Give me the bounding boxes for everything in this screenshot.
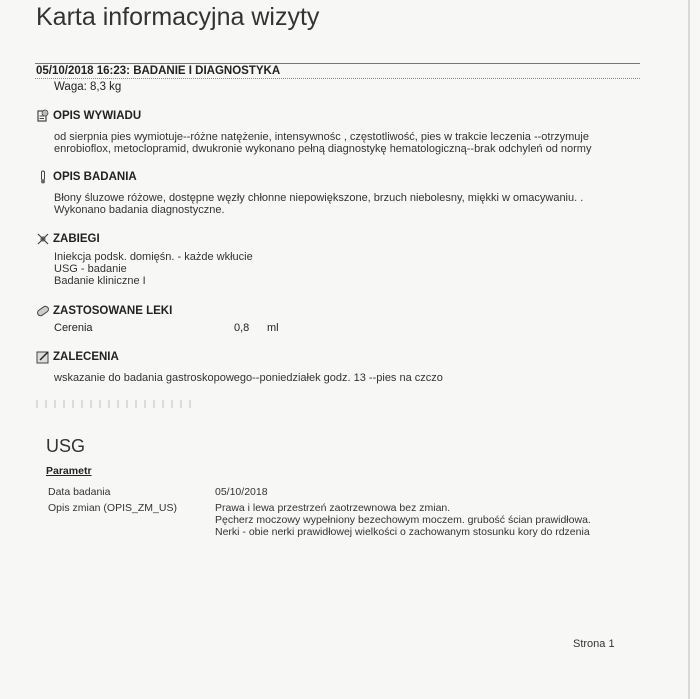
usg-title: USG <box>46 436 86 456</box>
interview-icon <box>36 109 50 123</box>
pill-icon <box>36 304 50 318</box>
section-badanie-text <box>54 192 583 216</box>
usg-param-label: Data badania <box>48 486 111 498</box>
page-title: Karta informacyjna wizyty <box>36 3 320 31</box>
text-line: enrobioflox, metoclopramid, dwukronie wykonano pełną diagnostykę hematologiczną--brak odchyleń od normy <box>54 143 592 155</box>
header-rule-top <box>35 63 640 64</box>
header-rule-bottom <box>35 78 640 79</box>
section-zabiegi-label: ZABIEGI <box>53 233 100 245</box>
section-zalecenia-heading <box>36 350 119 364</box>
text-line: Pęcherz moczowy wypełniony bezechowym moczem. grubość ścian prawidłowa. <box>215 514 591 526</box>
section-zalecenia-text <box>54 372 443 384</box>
scan-smudge <box>36 400 196 408</box>
section-zalecenia-label: ZALECENIA <box>53 351 119 363</box>
parameter-column-header: Parametr <box>46 465 92 477</box>
text-line: wskazanie do badania gastroskopowego--poniedziałek godz. 13 --pies na czczo <box>54 372 443 384</box>
visit-header: 05/10/2018 16:23: BADANIE I DIAGNOSTYKA <box>36 65 281 77</box>
scan-edge <box>688 0 690 699</box>
text-line: USG - badanie <box>54 263 127 275</box>
text-line: Wykonano badania diagnostyczne. <box>54 204 225 216</box>
drug-name: Cerenia <box>54 322 93 334</box>
text-line: Błony śluzowe różowe, dostępne węzły chłonne niepowiększone, brzuch niebolesny, miękki w omacywaniu. . <box>54 192 584 204</box>
section-wywiad-label: OPIS WYWIADU <box>53 110 142 122</box>
section-zabiegi-text <box>54 251 253 287</box>
section-leki-label: ZASTOSOWANE LEKI <box>53 305 173 317</box>
section-leki-heading <box>36 304 172 318</box>
procedure-icon <box>36 232 50 246</box>
drug-dose: 0,8 <box>234 322 250 334</box>
section-wywiad-text <box>54 131 591 155</box>
text-line: Badanie kliniczne I <box>54 275 146 287</box>
text-line: Nerki - obie nerki prawidłowej wielkości o zachowanym stosunku kory do rdzenia <box>215 526 590 538</box>
thermometer-icon <box>36 170 50 184</box>
drug-unit: ml <box>267 322 279 334</box>
usg-param-value: 05/10/2018 <box>215 486 268 498</box>
notepad-icon <box>36 350 50 364</box>
section-wywiad-heading <box>36 109 141 123</box>
section-badanie-label: OPIS BADANIA <box>53 171 137 183</box>
usg-param-label: Opis zmian (OPIS_ZM_US) <box>48 502 177 514</box>
section-zabiegi-heading <box>36 232 100 246</box>
text-line: Iniekcja podsk. domięśn. - każde wkłucie <box>54 251 253 263</box>
usg-param-value <box>215 502 591 538</box>
text-line: od sierpnia pies wymiotuje--różne natężenie, intensywnośc , częstotliwość, pies w trakcie leczenia --otrzymuje <box>54 131 589 143</box>
text-line: Prawa i lewa przestrzeń zaotrzewnowa bez zmian. <box>215 502 451 514</box>
weight-value: Waga: 8,3 kg <box>54 81 122 93</box>
section-badanie-heading <box>36 170 137 184</box>
page-number: Strona 1 <box>573 638 615 650</box>
